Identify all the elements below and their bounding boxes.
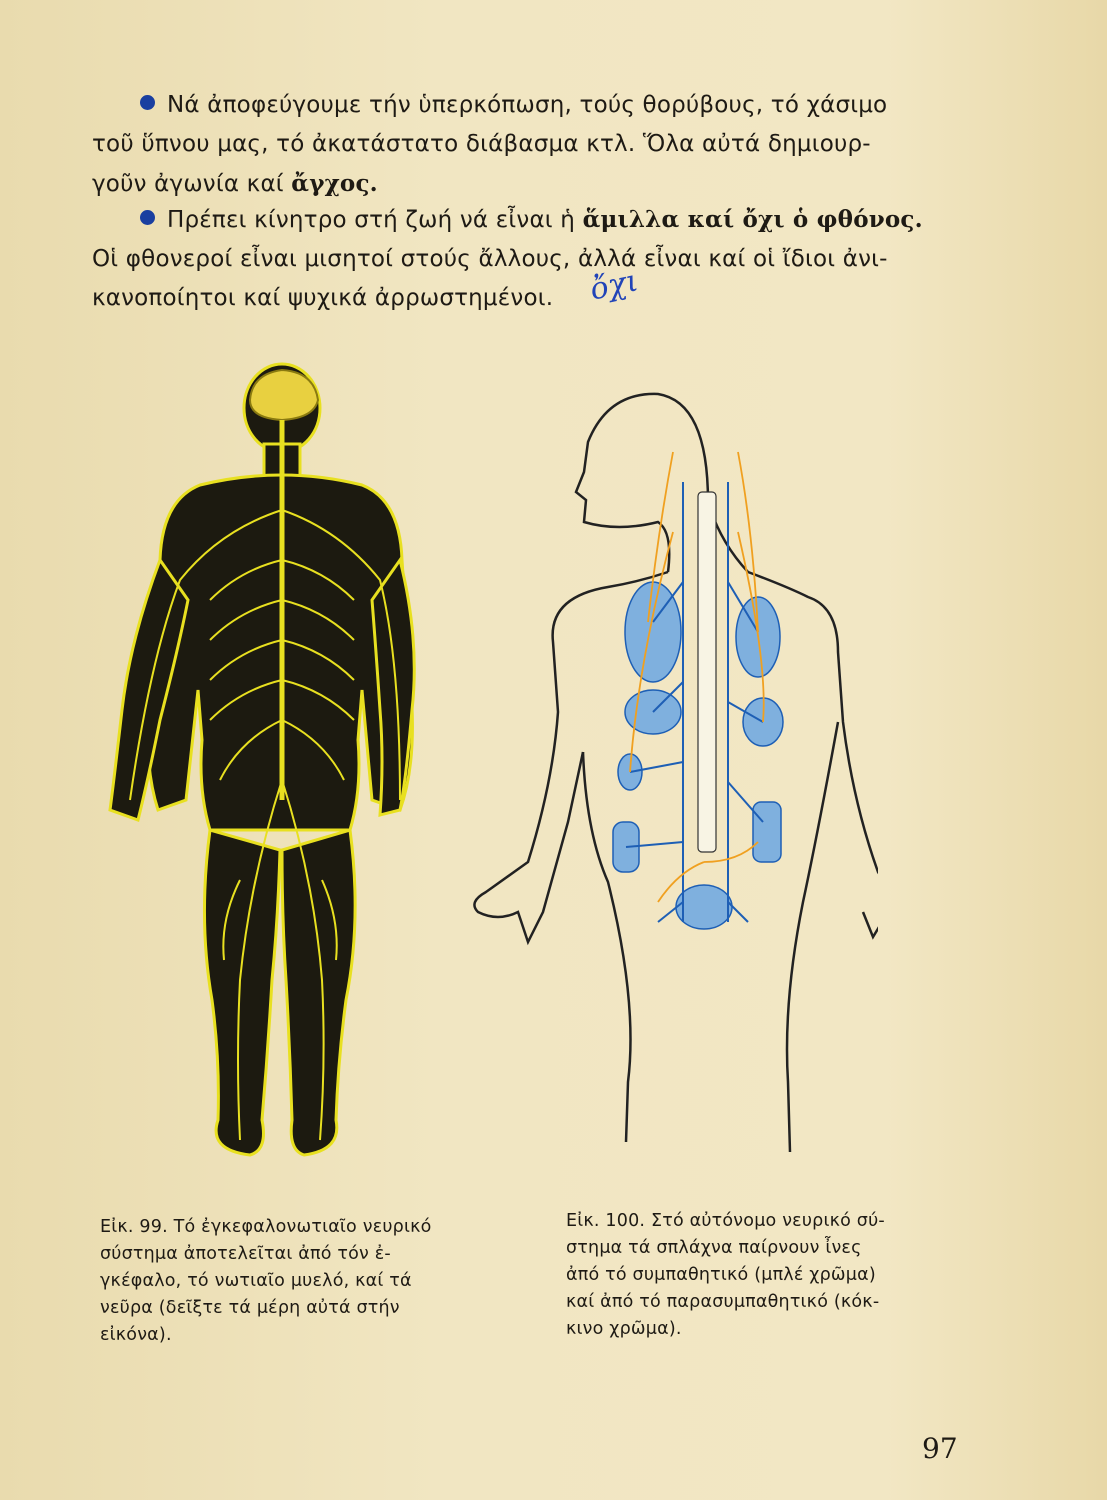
caption99-line-5: εἰκόνα). [100,1325,172,1345]
spine [698,492,716,852]
figure-100-caption [566,1208,956,1343]
caption100-line-2: στημα τά σπλάχνα παίρνουν ἶνες [566,1238,862,1258]
caption100-line-4: καί ἀπό τό παρασυμπαθητικό (κόκ- [566,1292,880,1312]
paragraph-stress [92,86,952,204]
caption99-line-4: νεῦρα (δεῖξτε τά μέρη αὐτά στήν [100,1298,400,1318]
para1-line-1: Νά ἀποφεύγουμε τήν ὑπερκόπωση, τούς θορύβους, τό χάσιμο [167,92,888,118]
para2-line-3: κανοποίητοι καί ψυχικά ἀρρωστημένοι. [92,285,554,311]
bladder [676,885,732,929]
figure-99-caption [100,1214,500,1349]
para2-line-2: Οἱ φθονεροί εἶναι μισητοί στούς ἄλλους, ἀλλά εἶναι καί οἱ ἴδιοι ἀνι- [92,246,888,272]
paragraph-envy [92,200,952,318]
body-silhouette [110,364,414,1155]
caption99-line-2: σύστημα ἀποτελεῖται ἀπό τόν ἐ- [100,1244,391,1264]
caption100-line-1: Εἰκ. 100. Στό αὐτόνομο νευρικό σύ- [566,1211,885,1231]
figure-100-autonomic-system [458,382,878,1162]
caption99-line-3: γκέφαλο, τό νωτιαῖο μυελό, καί τά [100,1271,412,1291]
handwritten-note: ὄχι [586,263,642,308]
bullet-icon [140,95,155,110]
para1-line-3: γοῦν ἀγωνία καί [92,171,292,197]
para1-bold-term: ἄγχος. [291,170,378,197]
caption100-line-5: κινο χρῶμα). [566,1319,682,1339]
para1-line-2: τοῦ ὕπνου μας, τό ἀκατάστατο διάβασμα κτλ. Ὅλα αὐτά δημιουρ- [92,131,871,157]
figure-99-nervous-system [100,360,420,1160]
intestine-right [753,802,781,862]
para2-line-1: Πρέπει κίνητρο στή ζωή νά εἶναι ἡ [167,207,583,233]
body-outline [474,394,878,1152]
caption99-line-1: Εἰκ. 99. Τό ἐγκεφαλονωτιαῖο νευρικό [100,1217,432,1237]
page-number: 97 [922,1432,958,1465]
caption100-line-3: ἀπό τό συμπαθητικό (μπλέ χρῶμα) [566,1265,876,1285]
para2-bold-term: ἅμιλλα καί ὄχι ὁ φθόνος. [582,206,923,233]
bullet-icon [140,210,155,225]
